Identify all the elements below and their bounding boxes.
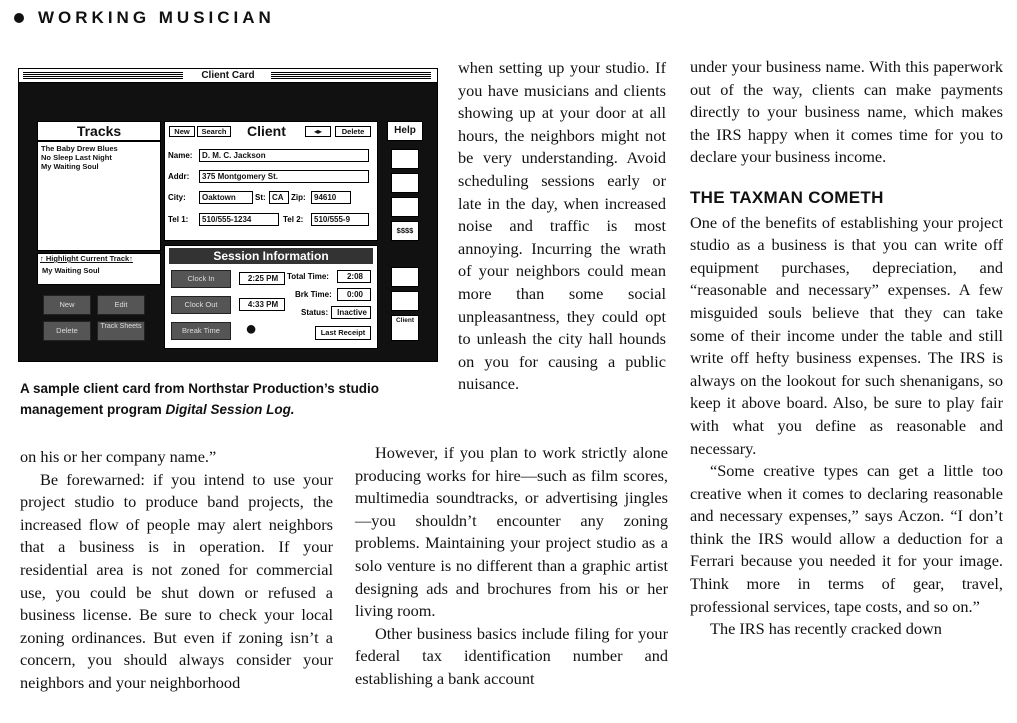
tel2-field[interactable]: 510/555-9 [311, 213, 369, 226]
clock-out-time: 4:33 PM [239, 298, 285, 311]
track-sheets-button[interactable]: Track Sheets [97, 321, 145, 341]
list-item[interactable]: My Waiting Soul [41, 162, 99, 171]
client-search-button[interactable]: Search [197, 126, 231, 137]
paragraph: One of the benefits of establishing your project studio as a business is that you can write off equipment purchases, depreciation, and “reasonable and necessary” expenses. A few misguided souls believe that they can take some of their income under the table and still write off hefty business expenses. The IRS is always on the lookout for such shenanigans, so keep it above board. Also, be sure to play fair with what you define as reasonable and necessary. [690, 212, 1003, 458]
addr-field[interactable]: 375 Montgomery St. [199, 170, 369, 183]
total-time-label: Total Time: [287, 272, 329, 281]
delete-track-button[interactable]: Delete [43, 321, 91, 341]
status-label: Status: [301, 308, 329, 317]
toolbar-icon-2[interactable] [391, 173, 419, 193]
toolbar-icon-3[interactable] [391, 197, 419, 217]
tel1-label: Tel 1: [168, 215, 189, 224]
city-label: City: [168, 193, 186, 202]
session-panel [164, 245, 378, 349]
column-1 [20, 446, 333, 695]
window-title-bar [19, 69, 437, 83]
paragraph: on his or her company name.” [20, 447, 217, 466]
toolbar-icon-4[interactable]: $$$$ [391, 221, 419, 241]
paragraph: when setting up your studio. If you have musicians and clients showing up at your door at all hours, the neighbors might not be very understanding. Avoid scheduling sessions early or late in the day, when increased noise and traffic is most annoying. Incurring the wrath of your neighbors could mean more than some social unpleasantness, they could opt to unleash the city hall hounds on you for causing a public nuisance. [458, 58, 666, 394]
section-title: WORKING MUSICIAN [38, 8, 275, 27]
clock-out-button[interactable]: Clock Out [171, 296, 231, 314]
client-title: Client [247, 123, 286, 139]
column-2-top [458, 57, 666, 396]
paragraph: The IRS has recently cracked down [710, 619, 942, 639]
st-field[interactable]: CA [269, 191, 289, 204]
session-title: Session Information [169, 248, 373, 264]
paragraph: Be forewarned: if you intend to use your project studio to produce band projects, the increased flow of people may alert neighbors that a business is in operation. If your residential area is not zoned for commercial use, you could be shut down or refused a business license. Be sure to check your local zoning ordinances. But even if zoning isn’t a concern, you should always consider your neighbors and your neighborhood [20, 469, 333, 692]
program-name: Digital Session Log. [165, 402, 295, 417]
toolbar-icon-1[interactable] [391, 149, 419, 169]
total-time-value: 2:08 [337, 270, 371, 283]
track-list[interactable] [38, 142, 160, 173]
section-subhead: THE TAXMAN COMETH [690, 187, 884, 207]
name-label: Name: [168, 151, 193, 160]
paragraph: under your business name. With this paperwork out of the way, clients can make payments directly to your business name, which makes the IRS happy when it comes time for you to declare your business income. [690, 57, 1003, 167]
edit-track-button[interactable]: Edit [97, 295, 145, 315]
toolbar-icon-5[interactable] [391, 267, 419, 287]
prev-next-arrows[interactable]: ◂▸ [305, 126, 331, 137]
current-track: My Waiting Soul [42, 266, 100, 275]
brk-time-value: 0:00 [337, 288, 371, 301]
zip-field[interactable]: 94610 [311, 191, 351, 204]
paragraph: However, if you plan to work strictly alone producing works for hire—such as film scores, multimedia soundtracks, or advertising jingles—you shouldn’t encounter any zoning problems. Maintaining your project studio as a solo venture is no different than a graphic artist designing ads and brochures from his or her living room. [355, 443, 668, 621]
column-3 [690, 56, 1003, 641]
city-field[interactable]: Oaktown [199, 191, 253, 204]
tracks-title: Tracks [38, 122, 160, 142]
paragraph: Other business basics include filing for your federal tax identification number and establishing a bank account [355, 623, 668, 688]
window-title: Client Card [195, 70, 260, 81]
client-icon-button[interactable]: Client [391, 315, 419, 341]
client-card-figure [18, 68, 438, 362]
client-delete-button[interactable]: Delete [335, 126, 371, 137]
clock-in-button[interactable]: Clock In [171, 270, 231, 288]
client-panel [164, 121, 378, 241]
last-receipt-button[interactable]: Last Receipt [315, 326, 371, 340]
name-field[interactable]: D. M. C. Jackson [199, 149, 369, 162]
clock-in-time: 2:25 PM [239, 272, 285, 285]
status-value: Inactive [331, 306, 371, 319]
tel1-field[interactable]: 510/555-1234 [199, 213, 279, 226]
addr-label: Addr: [168, 172, 190, 181]
tel2-label: Tel 2: [283, 215, 304, 224]
new-track-button[interactable]: New [43, 295, 91, 315]
client-new-button[interactable]: New [169, 126, 195, 137]
list-item[interactable]: No Sleep Last Night [41, 153, 112, 162]
tracks-panel [37, 121, 161, 251]
toolbar-icon-6[interactable] [391, 291, 419, 311]
column-2-bottom [355, 442, 668, 691]
break-time-button[interactable]: Break Time [171, 322, 231, 340]
help-button[interactable]: Help [387, 121, 423, 141]
section-header [14, 8, 275, 28]
highlight-label: ↑ Highlight Current Track↑ [40, 254, 133, 263]
current-track-panel [37, 253, 161, 285]
apple-logo-icon: ● [245, 318, 258, 340]
st-label: St: [255, 193, 266, 202]
bullet-icon [14, 13, 24, 23]
list-item[interactable]: The Baby Drew Blues [41, 144, 118, 153]
paragraph: “Some creative types can get a little too creative when it comes to declaring reasonable and necessary expenses,” says Aczon. “I don’t think the IRS would allow a deduction for a Ferrari because you needed it for your image. Think more in terms of gear, travel, professional services, tape costs, and so on.” [690, 461, 1003, 616]
figure-caption: A sample client card from Northstar Production’s studio management program Digital Session Log. [20, 381, 380, 417]
brk-time-label: Brk Time: [295, 290, 332, 299]
zip-label: Zip: [291, 193, 306, 202]
